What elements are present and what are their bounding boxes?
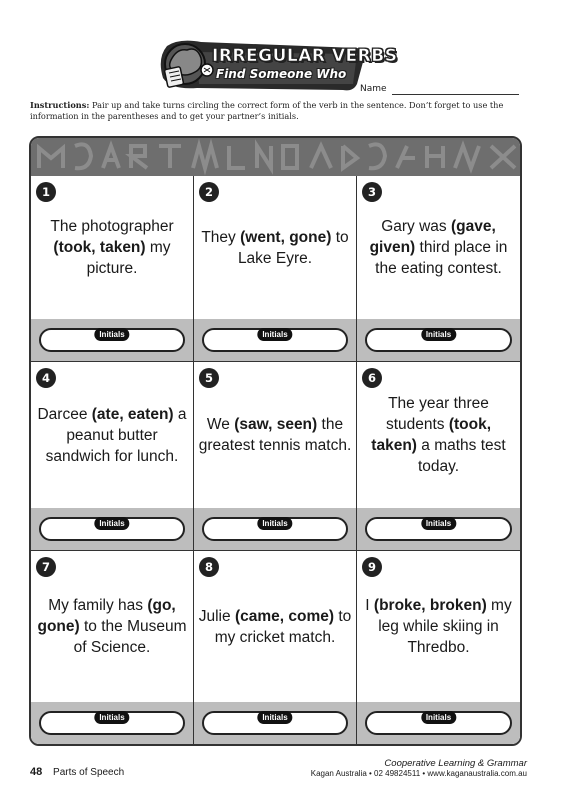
sentence-start: I [365, 597, 370, 614]
card-4 [31, 362, 194, 551]
instructions [30, 100, 540, 122]
sentence-start: We [206, 416, 230, 433]
card-sentence [194, 362, 356, 508]
sentence-end: third place in the eating contest. [375, 239, 508, 277]
initials-field[interactable] [365, 711, 512, 735]
initials-band [194, 508, 356, 550]
sentence-end: to the Museum of Science. [73, 618, 187, 656]
card-sentence [31, 176, 193, 319]
initials-band [357, 319, 520, 361]
initials-label: Initials [257, 328, 292, 341]
card-sentence [357, 551, 520, 702]
sentence-start: They [201, 228, 236, 246]
initials-field[interactable] [365, 328, 512, 352]
name-line[interactable] [392, 94, 519, 95]
sentence-start: The year three students [385, 395, 489, 433]
card-sentence [31, 551, 193, 702]
sentence-end: to Lake Eyre. [237, 228, 349, 267]
initials-band [31, 508, 193, 550]
worksheet-title: IRREGULAR VERBS [212, 46, 398, 66]
decorative-banner [31, 138, 520, 176]
worksheet-header [0, 0, 569, 100]
page-number: 48 [30, 766, 43, 778]
initials-band [357, 508, 520, 550]
card-8 [194, 551, 357, 744]
book-title: Cooperative Learning & Grammar [384, 758, 527, 769]
sentence-start: Gary was [381, 218, 447, 235]
card-1 [31, 176, 194, 362]
card-5 [194, 362, 357, 551]
card-sentence [194, 551, 356, 702]
card-number-badge: 1 [36, 182, 56, 202]
footer-right [311, 758, 527, 778]
card-number-badge: 6 [362, 368, 382, 388]
card-2 [194, 176, 357, 362]
verb-choice[interactable]: (saw, seen) [234, 416, 318, 433]
card-sentence [31, 362, 193, 508]
sentence-end: the greatest tennis match. [198, 416, 352, 454]
card-number-badge: 4 [36, 368, 56, 388]
initials-band [31, 702, 193, 744]
sentence-start: The photographer [50, 218, 174, 235]
initials-label: Initials [421, 711, 456, 724]
initials-label: Initials [421, 328, 456, 341]
verb-choice[interactable]: (went, gone) [240, 228, 332, 246]
initials-label: Initials [94, 711, 129, 724]
footer-left [30, 766, 124, 778]
card-sentence [357, 176, 520, 319]
sentence-end: my leg while skiing in Thredbo. [378, 597, 512, 656]
verb-choice[interactable]: (ate, eaten) [91, 405, 174, 423]
initials-label: Initials [421, 517, 456, 530]
publisher-info: Kagan Australia • 02 49824511 • www.kaganaustralia.com.au [310, 769, 527, 778]
verb-choice[interactable]: (gave, given) [369, 218, 496, 256]
initials-label: Initials [94, 328, 129, 341]
card-number-badge: 5 [199, 368, 219, 388]
card-9 [357, 551, 520, 744]
initials-field[interactable] [202, 711, 348, 735]
initials-band [194, 319, 356, 361]
sentence-end: my picture. [86, 239, 171, 277]
initials-field[interactable] [39, 328, 185, 352]
card-number-badge: 7 [36, 557, 56, 577]
name-field[interactable] [360, 84, 530, 98]
card-number-badge: 8 [199, 557, 219, 577]
initials-band [31, 319, 193, 361]
worksheet-subtitle: Find Someone Who [216, 67, 347, 81]
initials-field[interactable] [202, 517, 348, 541]
card-7 [31, 551, 194, 744]
instructions-text: Pair up and take turns circling the correct form of the verb in the sentence. Don’t forget to use the information in the parentheses and to get your partner’s initials. [30, 100, 504, 121]
card-6 [357, 362, 520, 551]
card-number-badge: 2 [199, 182, 219, 202]
sentence-start: Darcee [37, 405, 88, 423]
card-number-badge: 3 [362, 182, 382, 202]
initials-field[interactable] [39, 711, 185, 735]
instructions-lead: Instructions: [30, 100, 90, 110]
sentence-end: to my cricket match. [214, 607, 352, 646]
sentence-start: Julie [198, 607, 231, 625]
verb-choice[interactable]: (took, taken) [53, 239, 146, 256]
initials-field[interactable] [202, 328, 348, 352]
activity-grid [29, 136, 522, 746]
initials-label: Initials [94, 517, 129, 530]
sentence-end: a peanut butter sandwich for lunch. [45, 405, 187, 465]
initials-field[interactable] [365, 517, 512, 541]
verb-choice[interactable]: (took, taken) [371, 416, 492, 454]
card-sentence [194, 176, 356, 319]
sentence-start: My family has [48, 597, 144, 614]
verb-choice[interactable]: (came, come) [234, 607, 335, 625]
card-sentence [357, 362, 520, 508]
section-name: Parts of Speech [53, 767, 125, 778]
verb-choice[interactable]: (go, gone) [37, 597, 176, 635]
card-number-badge: 9 [362, 557, 382, 577]
initials-label: Initials [257, 711, 292, 724]
initials-band [357, 702, 520, 744]
initials-field[interactable] [39, 517, 185, 541]
initials-band [194, 702, 356, 744]
name-label: Name [360, 84, 387, 94]
sentence-end: a maths test today. [417, 437, 506, 475]
card-3 [357, 176, 520, 362]
verb-choice[interactable]: (broke, broken) [373, 597, 487, 614]
initials-label: Initials [257, 517, 292, 530]
